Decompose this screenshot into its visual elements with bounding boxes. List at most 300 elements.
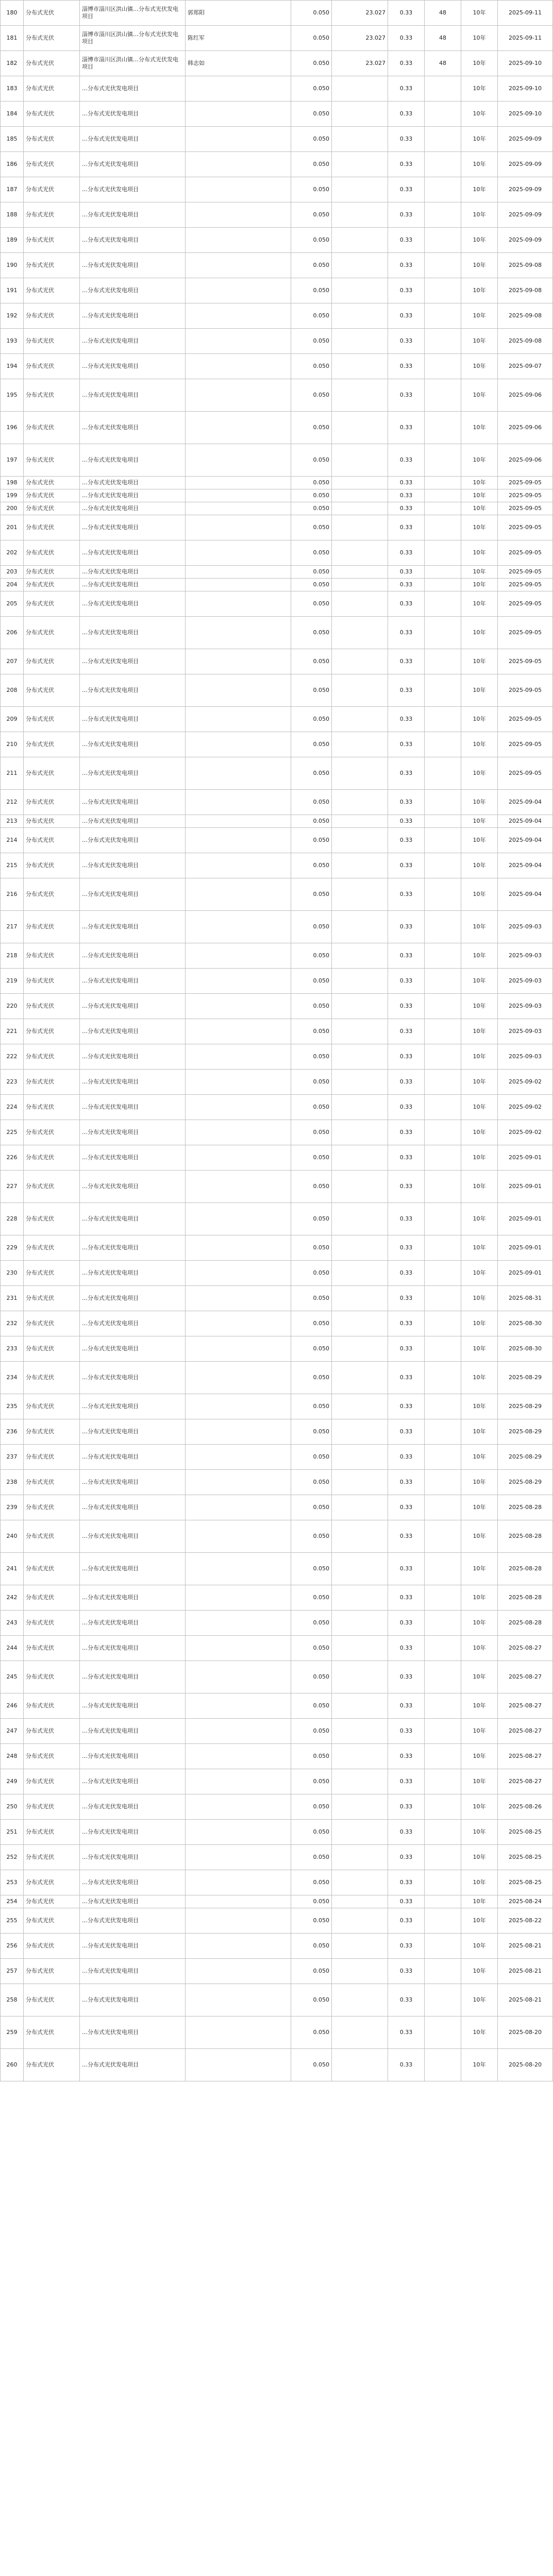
ratio-value: 0.33 (388, 1693, 425, 1719)
row-index: 189 (1, 228, 24, 253)
row-index: 181 (1, 26, 24, 51)
table-row (1, 649, 553, 674)
capacity-value: 0.050 (291, 1495, 332, 1520)
hours-value (332, 707, 388, 732)
project-type: 分布式光伏 (24, 1719, 80, 1744)
ratio-value: 0.33 (388, 228, 425, 253)
row-index: 222 (1, 1044, 24, 1070)
count-value (425, 354, 461, 379)
count-value (425, 674, 461, 707)
count-value (425, 76, 461, 101)
hours-value (332, 1959, 388, 1984)
project-type: 分布式光伏 (24, 489, 80, 502)
date-value: 2025-09-01 (498, 1235, 553, 1261)
project-type: 分布式光伏 (24, 707, 80, 732)
ratio-value: 0.33 (388, 828, 425, 853)
date-value: 2025-09-05 (498, 591, 553, 617)
project-type: 分布式光伏 (24, 1553, 80, 1585)
hours-value: 23.027 (332, 1, 388, 26)
count-value (425, 617, 461, 649)
ratio-value: 0.33 (388, 790, 425, 815)
row-index: 259 (1, 2016, 24, 2049)
project-type: 分布式光伏 (24, 253, 80, 278)
project-name: …分布式光伏发电项目 (80, 1959, 186, 1984)
applicant-name (186, 1336, 291, 1362)
ratio-value: 0.33 (388, 278, 425, 303)
capacity-value: 0.050 (291, 202, 332, 228)
project-name: …分布式光伏发电项目 (80, 202, 186, 228)
ratio-value: 0.33 (388, 1845, 425, 1870)
project-type: 分布式光伏 (24, 579, 80, 591)
count-value (425, 969, 461, 994)
hours-value (332, 1019, 388, 1044)
project-name: …分布式光伏发电项目 (80, 1870, 186, 1895)
project-type: 分布式光伏 (24, 1171, 80, 1203)
capacity-value: 0.050 (291, 303, 332, 329)
project-type: 分布式光伏 (24, 1019, 80, 1044)
hours-value (332, 152, 388, 177)
row-index: 255 (1, 1908, 24, 1934)
row-index: 196 (1, 412, 24, 444)
row-index: 219 (1, 969, 24, 994)
term-value: 10年 (461, 790, 498, 815)
count-value (425, 1661, 461, 1693)
capacity-value: 0.050 (291, 278, 332, 303)
hours-value (332, 853, 388, 878)
count-value (425, 489, 461, 502)
row-index: 221 (1, 1019, 24, 1044)
hours-value (332, 1553, 388, 1585)
table-row (1, 329, 553, 354)
project-type: 分布式光伏 (24, 515, 80, 540)
project-type: 分布式光伏 (24, 1419, 80, 1445)
ratio-value: 0.33 (388, 1794, 425, 1820)
ratio-value: 0.33 (388, 1286, 425, 1311)
applicant-name (186, 152, 291, 177)
applicant-name (186, 878, 291, 911)
ratio-value: 0.33 (388, 1984, 425, 2016)
applicant-name (186, 354, 291, 379)
project-type: 分布式光伏 (24, 278, 80, 303)
project-name: …分布式光伏发电项目 (80, 540, 186, 566)
term-value: 10年 (461, 1070, 498, 1095)
term-value: 10年 (461, 444, 498, 477)
table-row (1, 2049, 553, 2081)
project-name: …分布式光伏发电项目 (80, 1820, 186, 1845)
date-value: 2025-09-08 (498, 278, 553, 303)
term-value: 10年 (461, 1445, 498, 1470)
count-value (425, 1693, 461, 1719)
table-row (1, 1070, 553, 1095)
ratio-value: 0.33 (388, 566, 425, 579)
project-name: …分布式光伏发电项目 (80, 1719, 186, 1744)
hours-value (332, 379, 388, 412)
table-row (1, 1984, 553, 2016)
hours-value (332, 2016, 388, 2049)
table-row (1, 379, 553, 412)
applicant-name: 韩志如 (186, 51, 291, 76)
row-index: 209 (1, 707, 24, 732)
date-value: 2025-09-05 (498, 674, 553, 707)
project-name: …分布式光伏发电项目 (80, 303, 186, 329)
count-value (425, 591, 461, 617)
table-row (1, 1845, 553, 1870)
term-value: 10年 (461, 1820, 498, 1845)
row-index: 220 (1, 994, 24, 1019)
project-name: …分布式光伏发电项目 (80, 515, 186, 540)
capacity-value: 0.050 (291, 757, 332, 790)
hours-value (332, 540, 388, 566)
capacity-value: 0.050 (291, 1769, 332, 1794)
applicant-name: 陈红军 (186, 26, 291, 51)
count-value: 48 (425, 26, 461, 51)
table-row (1, 354, 553, 379)
table-row (1, 1362, 553, 1394)
capacity-value: 0.050 (291, 1744, 332, 1769)
date-value: 2025-09-03 (498, 1019, 553, 1044)
applicant-name (186, 177, 291, 202)
row-index: 250 (1, 1794, 24, 1820)
ratio-value: 0.33 (388, 1553, 425, 1585)
table-row (1, 1520, 553, 1553)
table-row (1, 1019, 553, 1044)
table-row (1, 1203, 553, 1235)
term-value: 10年 (461, 1636, 498, 1661)
count-value (425, 477, 461, 489)
project-name: …分布式光伏发电项目 (80, 354, 186, 379)
project-name: …分布式光伏发电项目 (80, 1611, 186, 1636)
count-value (425, 1820, 461, 1845)
project-name: …分布式光伏发电项目 (80, 1908, 186, 1934)
project-type: 分布式光伏 (24, 1336, 80, 1362)
ratio-value: 0.33 (388, 1362, 425, 1394)
project-type: 分布式光伏 (24, 1636, 80, 1661)
project-name: 淄博市淄川区洪山镇…分布式光伏发电项目 (80, 51, 186, 76)
term-value: 10年 (461, 757, 498, 790)
ratio-value: 0.33 (388, 177, 425, 202)
applicant-name (186, 1984, 291, 2016)
table-row (1, 566, 553, 579)
project-type: 分布式光伏 (24, 1495, 80, 1520)
term-value: 10年 (461, 969, 498, 994)
count-value (425, 1261, 461, 1286)
applicant-name (186, 1419, 291, 1445)
applicant-name (186, 649, 291, 674)
project-name: …分布式光伏发电项目 (80, 1470, 186, 1495)
row-index: 252 (1, 1845, 24, 1870)
table-row (1, 853, 553, 878)
capacity-value: 0.050 (291, 1311, 332, 1336)
applicant-name (186, 1095, 291, 1120)
capacity-value: 0.050 (291, 127, 332, 152)
count-value (425, 878, 461, 911)
applicant-name (186, 1203, 291, 1235)
date-value: 2025-09-03 (498, 911, 553, 943)
ratio-value: 0.33 (388, 1495, 425, 1520)
project-name: …分布式光伏发电项目 (80, 1171, 186, 1203)
capacity-value: 0.050 (291, 1895, 332, 1908)
date-value: 2025-08-31 (498, 1286, 553, 1311)
applicant-name (186, 1719, 291, 1744)
project-name: …分布式光伏发电项目 (80, 1769, 186, 1794)
capacity-value: 0.050 (291, 412, 332, 444)
project-name: …分布式光伏发电项目 (80, 1744, 186, 1769)
term-value: 10年 (461, 1311, 498, 1336)
count-value (425, 1203, 461, 1235)
table-row (1, 815, 553, 828)
count-value (425, 228, 461, 253)
count-value (425, 2016, 461, 2049)
project-name: …分布式光伏发电项目 (80, 1095, 186, 1120)
project-name: …分布式光伏发电项目 (80, 994, 186, 1019)
applicant-name (186, 477, 291, 489)
hours-value (332, 1693, 388, 1719)
date-value: 2025-09-10 (498, 51, 553, 76)
row-index: 237 (1, 1445, 24, 1470)
term-value: 10年 (461, 1744, 498, 1769)
hours-value (332, 1520, 388, 1553)
count-value (425, 444, 461, 477)
date-value: 2025-08-27 (498, 1744, 553, 1769)
capacity-value: 0.050 (291, 379, 332, 412)
capacity-value: 0.050 (291, 26, 332, 51)
project-type: 分布式光伏 (24, 757, 80, 790)
applicant-name (186, 1019, 291, 1044)
hours-value (332, 489, 388, 502)
capacity-value: 0.050 (291, 815, 332, 828)
project-type: 分布式光伏 (24, 828, 80, 853)
capacity-value: 0.050 (291, 1362, 332, 1394)
project-type: 分布式光伏 (24, 943, 80, 969)
project-type: 分布式光伏 (24, 228, 80, 253)
applicant-name (186, 1585, 291, 1611)
project-type: 分布式光伏 (24, 815, 80, 828)
term-value: 10年 (461, 489, 498, 502)
table-row (1, 707, 553, 732)
project-name: …分布式光伏发电项目 (80, 477, 186, 489)
date-value: 2025-09-05 (498, 489, 553, 502)
table-row (1, 1495, 553, 1520)
hours-value (332, 943, 388, 969)
project-name: …分布式光伏发电项目 (80, 566, 186, 579)
date-value: 2025-08-29 (498, 1394, 553, 1419)
ratio-value: 0.33 (388, 1019, 425, 1044)
capacity-value: 0.050 (291, 1145, 332, 1171)
project-name: …分布式光伏发电项目 (80, 674, 186, 707)
hours-value (332, 878, 388, 911)
capacity-value: 0.050 (291, 152, 332, 177)
count-value (425, 732, 461, 757)
capacity-value: 0.050 (291, 1585, 332, 1611)
row-index: 180 (1, 1, 24, 26)
row-index: 247 (1, 1719, 24, 1744)
project-type: 分布式光伏 (24, 617, 80, 649)
term-value: 10年 (461, 566, 498, 579)
ratio-value: 0.33 (388, 1959, 425, 1984)
project-name: …分布式光伏发电项目 (80, 1845, 186, 1870)
applicant-name (186, 1908, 291, 1934)
ratio-value: 0.33 (388, 2049, 425, 2081)
ratio-value: 0.33 (388, 1661, 425, 1693)
ratio-value: 0.33 (388, 515, 425, 540)
capacity-value: 0.050 (291, 2049, 332, 2081)
hours-value (332, 354, 388, 379)
row-index: 229 (1, 1235, 24, 1261)
row-index: 185 (1, 127, 24, 152)
table-row (1, 579, 553, 591)
project-type: 分布式光伏 (24, 1362, 80, 1394)
capacity-value: 0.050 (291, 707, 332, 732)
hours-value (332, 1845, 388, 1870)
table-row (1, 1120, 553, 1145)
count-value (425, 502, 461, 515)
hours-value (332, 790, 388, 815)
table-row (1, 994, 553, 1019)
project-name: …分布式光伏发电项目 (80, 911, 186, 943)
project-name: …分布式光伏发电项目 (80, 444, 186, 477)
term-value: 10年 (461, 1261, 498, 1286)
capacity-value: 0.050 (291, 1611, 332, 1636)
hours-value (332, 1120, 388, 1145)
count-value (425, 303, 461, 329)
term-value: 10年 (461, 1845, 498, 1870)
capacity-value: 0.050 (291, 1235, 332, 1261)
applicant-name (186, 1870, 291, 1895)
applicant-name (186, 1394, 291, 1419)
hours-value (332, 278, 388, 303)
capacity-value: 0.050 (291, 1445, 332, 1470)
table-row (1, 591, 553, 617)
capacity-value: 0.050 (291, 1636, 332, 1661)
row-index: 256 (1, 1934, 24, 1959)
project-name: …分布式光伏发电项目 (80, 943, 186, 969)
project-name: …分布式光伏发电项目 (80, 1286, 186, 1311)
date-value: 2025-09-03 (498, 994, 553, 1019)
hours-value (332, 1636, 388, 1661)
date-value: 2025-09-01 (498, 1145, 553, 1171)
row-index: 195 (1, 379, 24, 412)
row-index: 211 (1, 757, 24, 790)
row-index: 240 (1, 1520, 24, 1553)
ratio-value: 0.33 (388, 51, 425, 76)
term-value: 10年 (461, 732, 498, 757)
capacity-value: 0.050 (291, 329, 332, 354)
table-row (1, 1, 553, 26)
table-row (1, 540, 553, 566)
date-value: 2025-09-11 (498, 1, 553, 26)
capacity-value: 0.050 (291, 76, 332, 101)
term-value: 10年 (461, 329, 498, 354)
term-value: 10年 (461, 1394, 498, 1419)
project-name: …分布式光伏发电项目 (80, 1934, 186, 1959)
row-index: 192 (1, 303, 24, 329)
count-value (425, 379, 461, 412)
count-value (425, 1394, 461, 1419)
date-value: 2025-09-07 (498, 354, 553, 379)
capacity-value: 0.050 (291, 1286, 332, 1311)
ratio-value: 0.33 (388, 1636, 425, 1661)
table-row (1, 412, 553, 444)
row-index: 225 (1, 1120, 24, 1145)
count-value (425, 1520, 461, 1553)
table-row (1, 1445, 553, 1470)
ratio-value: 0.33 (388, 1820, 425, 1845)
term-value: 10年 (461, 177, 498, 202)
applicant-name (186, 1693, 291, 1719)
project-type: 分布式光伏 (24, 1769, 80, 1794)
date-value: 2025-09-05 (498, 515, 553, 540)
hours-value (332, 253, 388, 278)
applicant-name (186, 1044, 291, 1070)
count-value (425, 579, 461, 591)
term-value: 10年 (461, 412, 498, 444)
date-value: 2025-09-05 (498, 502, 553, 515)
term-value: 10年 (461, 1419, 498, 1445)
count-value (425, 1311, 461, 1336)
applicant-name (186, 1553, 291, 1585)
project-name: …分布式光伏发电项目 (80, 228, 186, 253)
count-value (425, 1044, 461, 1070)
count-value (425, 1611, 461, 1636)
project-name: …分布式光伏发电项目 (80, 2049, 186, 2081)
ratio-value: 0.33 (388, 1744, 425, 1769)
applicant-name (186, 566, 291, 579)
date-value: 2025-08-28 (498, 1585, 553, 1611)
hours-value (332, 1362, 388, 1394)
hours-value (332, 649, 388, 674)
date-value: 2025-09-08 (498, 303, 553, 329)
date-value: 2025-08-27 (498, 1693, 553, 1719)
count-value (425, 540, 461, 566)
hours-value (332, 828, 388, 853)
project-name: …分布式光伏发电项目 (80, 1520, 186, 1553)
project-type: 分布式光伏 (24, 127, 80, 152)
ratio-value: 0.33 (388, 1311, 425, 1336)
project-name: …分布式光伏发电项目 (80, 649, 186, 674)
row-index: 201 (1, 515, 24, 540)
capacity-value: 0.050 (291, 1553, 332, 1585)
count-value (425, 2049, 461, 2081)
term-value: 10年 (461, 994, 498, 1019)
count-value (425, 412, 461, 444)
ratio-value: 0.33 (388, 1070, 425, 1095)
table-row (1, 1553, 553, 1585)
project-type: 分布式光伏 (24, 790, 80, 815)
applicant-name (186, 853, 291, 878)
count-value (425, 853, 461, 878)
applicant-name (186, 1311, 291, 1336)
row-index: 206 (1, 617, 24, 649)
date-value: 2025-08-27 (498, 1661, 553, 1693)
row-index: 182 (1, 51, 24, 76)
ratio-value: 0.33 (388, 540, 425, 566)
row-index: 248 (1, 1744, 24, 1769)
ratio-value: 0.33 (388, 757, 425, 790)
date-value: 2025-08-20 (498, 2049, 553, 2081)
applicant-name (186, 969, 291, 994)
term-value: 10年 (461, 1120, 498, 1145)
project-type: 分布式光伏 (24, 878, 80, 911)
term-value: 10年 (461, 127, 498, 152)
hours-value (332, 1070, 388, 1095)
term-value: 10年 (461, 51, 498, 76)
project-name: …分布式光伏发电项目 (80, 101, 186, 127)
ratio-value: 0.33 (388, 674, 425, 707)
capacity-value: 0.050 (291, 943, 332, 969)
count-value (425, 515, 461, 540)
capacity-value: 0.050 (291, 1959, 332, 1984)
hours-value (332, 1095, 388, 1120)
